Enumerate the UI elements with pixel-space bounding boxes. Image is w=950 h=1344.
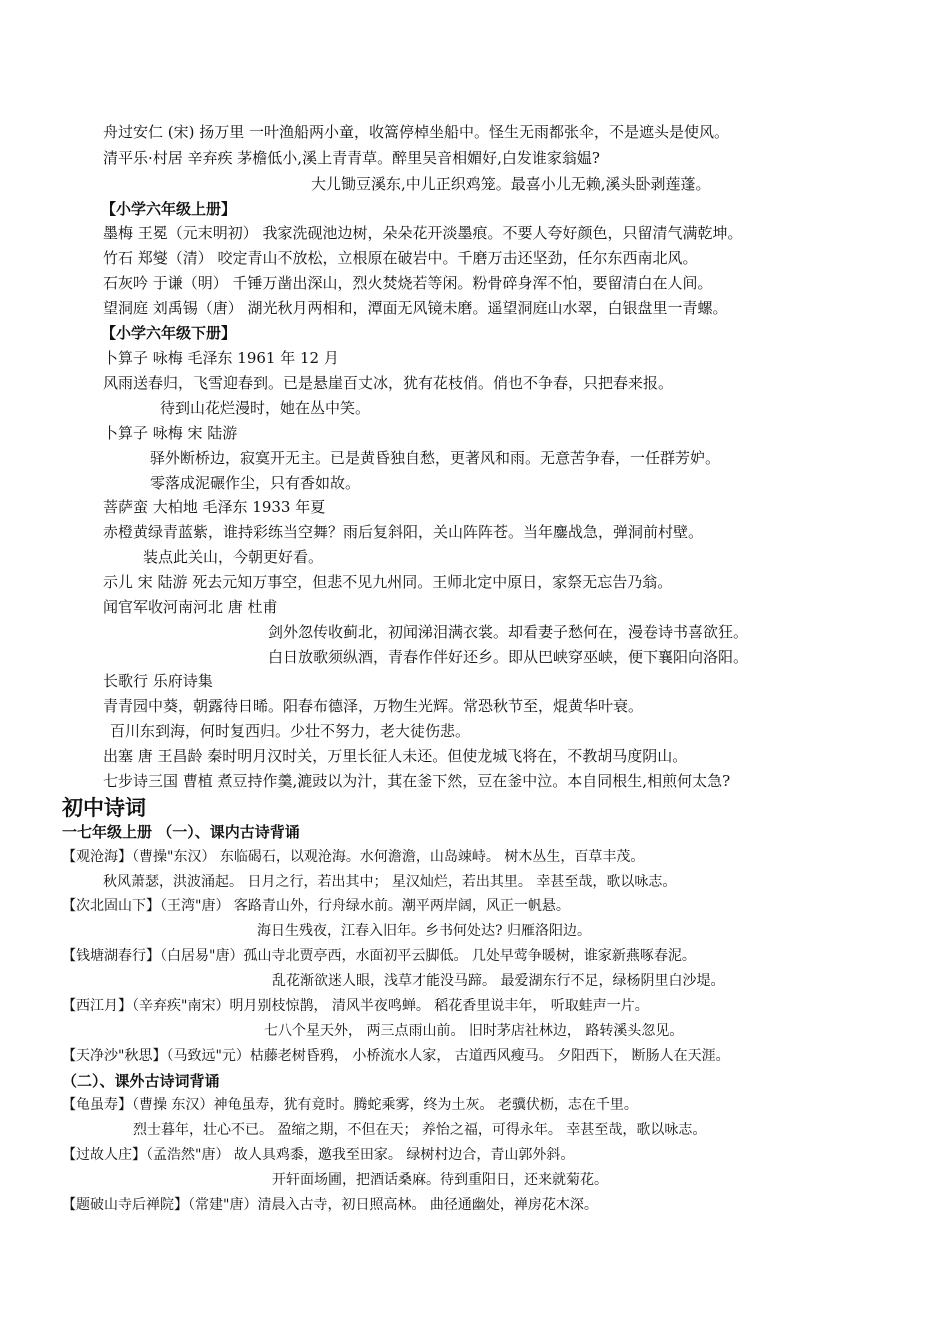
poem-line: 七八个星天外， 两三点雨山前。 旧时茅店社林边， 路转溪头忽见。 [264,1023,684,1039]
section-heading: 一七年级上册 （一）、课内古诗背诵 [62,823,300,841]
poem-line: 【龟虽寿】（曹操 东汉）神龟虽寿，犹有竟时。腾蛇乘雾，终为土灰。 老骥伏枥，志在千里。 [62,1097,638,1113]
poem-title: 闻官军收河南河北 唐 杜甫 [103,598,278,616]
poem-line: 石灰吟 于谦（明） 千锤万凿出深山，烈火焚烧若等闲。粉骨碎身浑不怕，要留清白在人间。 [103,274,713,292]
poem-line: 待到山花烂漫时，她在丛中笑。 [160,399,371,417]
poem-line: 赤橙黄绿青蓝紫，谁持彩练当空舞？雨后复斜阳，关山阵阵苍。当年鏖战急，弹洞前村壁。 [103,523,704,541]
poem-line: 望洞庭 刘禹锡（唐） 湖光秋月两相和，潭面无风镜未磨。遥望洞庭山水翠，白银盘里一青螺。 [103,299,728,317]
poem-line: 【钱塘湖春行】（白居易"唐）孤山寺北贾亭西，水面初平云脚低。 几处早莺争暖树，谁家新燕啄春泥。 [62,948,696,964]
poem-line: 【题破山寺后禅院】（常建"唐）清晨入古寺，初日照高林。 曲径通幽处，禅房花木深。 [62,1197,598,1213]
poem-line: 风雨送春归，飞雪迎春到。已是悬崖百丈冰，犹有花枝俏。俏也不争春，只把春来报。 [103,374,674,392]
poem-title: 卜算子 咏梅 毛泽东 1961 年 12 月 [103,349,339,367]
poem-line: 白日放歌须纵酒，青春作伴好还乡。即从巴峡穿巫峡，便下襄阳向洛阳。 [268,648,749,666]
poem-line: 清平乐·村居 辛弃疾 茅檐低小,溪上青青草。醉里吴音相媚好,白发谁家翁媪? [103,149,600,167]
poem-line: 驿外断桥边，寂寞开无主。已是黄昏独自愁，更著风和雨。无意苦争春，一任群芳妒。 [150,449,721,467]
section-heading: 【小学六年级下册】 [101,324,237,342]
poem-line: 乱花渐欲迷人眼，浅草才能没马蹄。 最爱湖东行不足，绿杨阴里白沙堤。 [272,973,725,989]
poem-line: 剑外忽传收蓟北，初闻涕泪满衣裳。却看妻子愁何在，漫卷诗书喜欲狂。 [268,623,749,641]
poem-line: 【西江月】（辛弃疾"南宋）明月别枝惊鹊， 清风半夜鸣蝉。 稻花香里说丰年， 听取蛙声一片。 [62,998,649,1014]
poem-line: 零落成泥碾作尘，只有香如故。 [150,474,361,492]
poem-line: 烈士暮年，壮心不已。 盈缩之期，不但在天； 养怡之福，可得永年。 幸甚至哉，歌以咏志。 [133,1122,707,1138]
poem-line: 海日生残夜，江春入旧年。乡书何处达? 归雁洛阳边。 [257,923,591,939]
poem-line: 示儿 宋 陆游 死去元知万事空，但悲不见九州同。王师北定中原日，家祭无忘告乃翁。 [103,573,673,591]
poem-line: 出塞 唐 王昌龄 秦时明月汉时关，万里长征人未还。但使龙城飞将在，不教胡马度阴山。 [103,747,688,765]
poem-title: 卜算子 咏梅 宋 陆游 [103,424,238,442]
poem-line: 竹石 郑燮（清） 咬定青山不放松，立根原在破岩中。千磨万击还坚劲，任尔东西南北风。 [103,249,698,267]
poem-title: 菩萨蛮 大柏地 毛泽东 1933 年夏 [103,498,326,516]
poem-line: 墨梅 王冕（元末明初） 我家洗砚池边树，朵朵花开淡墨痕。不要人夸好颜色，只留清气满乾坤。 [103,224,743,242]
poem-line: 七步诗三国 曹植 煮豆持作羹,漉豉以为汁，萁在釜下然，豆在釜中泣。本自同根生,相煎何太急? [103,772,731,790]
chapter-title: 初中诗词 [62,796,146,820]
poem-line: 【观沧海】（曹操"东汉） 东临碣石，以观沧海。水何澹澹，山岛竦峙。 树木丛生，百草丰茂。 [62,849,645,865]
poem-line: 开轩面场圃，把酒话桑麻。待到重阳日，还来就菊花。 [272,1172,608,1188]
poem-line: 【过故人庄】（孟浩然"唐） 故人具鸡黍，邀我至田家。 绿树村边合，青山郭外斜。 [62,1147,575,1163]
section-heading: 【小学六年级上册】 [101,200,237,218]
poem-line: 【次北固山下】（王湾"唐） 客路青山外，行舟绿水前。潮平两岸阔，风正一帆悬。 [62,898,570,914]
poem-line: 青青园中葵，朝露待日晞。阳春布德泽，万物生光辉。常恐秋节至，焜黄华叶衰。 [103,697,644,715]
poem-line: 舟过安仁 (宋) 扬万里 一叶渔船两小童，收篙停棹坐船中。怪生无雨都张伞，不是遮头是使风。 [103,123,730,141]
poem-line: 秋风萧瑟，洪波涌起。 日月之行，若出其中； 星汉灿烂，若出其里。 幸甚至哉，歌以咏志。 [103,874,677,890]
poem-title: 长歌行 乐府诗集 [103,672,213,690]
section-heading: （二）、课外古诗词背诵 [62,1072,220,1090]
poem-line: 装点此关山，今朝更好看。 [143,548,324,566]
poem-line: 大儿锄豆溪东,中儿正织鸡笼。最喜小儿无赖,溪头卧剥莲蓬。 [311,175,711,193]
poem-line: 百川东到海，何时复西归。少壮不努力，老大徒伤悲。 [110,722,471,740]
poem-line: 【天净沙"秋思】（马致远"元）枯藤老树昏鸦， 小桥流水人家， 古道西风瘦马。 夕阳西下， 断肠人在天涯。 [62,1048,730,1064]
